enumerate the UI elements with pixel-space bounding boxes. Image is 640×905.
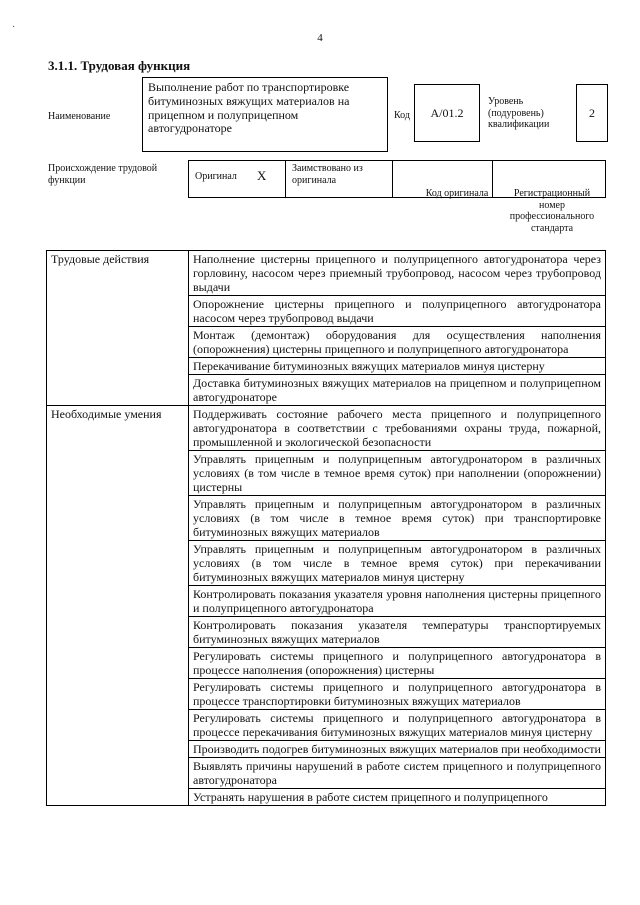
level-label: Уровень (подуровень) квалификации (488, 96, 550, 130)
item-cell: Контролировать показания указателя уровня наполнения цистерны прицепного и полуприцепного автогудронатора (189, 586, 606, 617)
scan-speck: · (12, 22, 16, 33)
reg-number-caption: Регистрационный номер профессионального стандарта (509, 188, 595, 234)
table-row (47, 251, 606, 296)
item-cell: Выявлять причины нарушений в работе систем прицепного и полуприцепного автогудронатора (189, 758, 606, 789)
original-label: Оригинал (195, 171, 237, 182)
category-cell: Необходимые умения (47, 406, 189, 806)
origin-label: Происхождение трудовой функции (48, 163, 158, 186)
item-cell: Монтаж (демонтаж) оборудования для осуществления наполнения (опорожнения) цистерны прицепного и полуприцепного автогудронатора (189, 327, 606, 358)
item-cell: Производить подогрев битуминозных вяжущих материалов при необходимости (189, 741, 606, 758)
level-value-box: 2 (576, 84, 608, 142)
code-value-box: А/01.2 (414, 84, 480, 142)
item-cell: Опорожнение цистерны прицепного и полуприцепного автогудронатора насосом через трубопровод выдачи (189, 296, 606, 327)
item-cell: Контролировать показания указателя температуры транспортируемых битуминозных вяжущих материалов (189, 617, 606, 648)
function-table (46, 250, 606, 806)
item-cell: Доставка битуминозных вяжущих материалов на прицепном и полуприцепном автогудронаторе (189, 375, 606, 406)
item-cell: Наполнение цистерны прицепного и полуприцепного автогудронатора через горловину, насосом через приемный трубопровод, насосом через трубопровод выдачи (189, 251, 606, 296)
original-mark: X (257, 168, 267, 183)
code-label: Код (394, 110, 410, 121)
item-cell: Поддерживать состояние рабочего места прицепного и полуприцепного автогудронатора в соответствии с требованиями охраны труда, пожарной, промышленной и экологической безопасности (189, 406, 606, 451)
borrowed-label: Заимствовано из оригинала (292, 163, 363, 186)
name-label: Наименование (48, 111, 111, 122)
page-number: 4 (317, 32, 323, 44)
origin-cell-original (189, 161, 286, 197)
item-cell: Регулировать системы прицепного и полуприцепного автогудронатора в процессе перекачивания битуминозных вяжущих материалов минуя цистерну (189, 710, 606, 741)
category-cell: Трудовые действия (47, 251, 189, 406)
section-title: 3.1.1. Трудовая функция (48, 58, 191, 73)
item-cell: Регулировать системы прицепного и полуприцепного автогудронатора в процессе транспортировки битуминозных вяжущих материалов (189, 679, 606, 710)
item-cell: Управлять прицепным и полуприцепным автогудронатором в различных условиях (в том числе в темное время суток) при перекачивании битуминозных вяжущих материалов минуя цистерну (189, 541, 606, 586)
item-cell: Управлять прицепным и полуприцепным автогудронатором в различных условиях (в том числе в темное время суток) при транспортировке битуминозных вяжущих материалов (189, 496, 606, 541)
origin-cell-borrowed (286, 161, 393, 197)
item-cell: Перекачивание битуминозных вяжущих материалов минуя цистерну (189, 358, 606, 375)
item-cell: Управлять прицепным и полуприцепным автогудронатором в различных условиях (в том числе в темное время суток) при наполнении (опорожнении) цистерны (189, 451, 606, 496)
code-original-caption: Код оригинала (425, 188, 489, 199)
item-cell: Устранять нарушения в работе систем прицепного и полуприцепного (189, 789, 606, 806)
function-name-box: Выполнение работ по транспортировке битуминозных вяжущих материалов на прицепном и полуприцепном автогудронаторе (142, 77, 388, 152)
item-cell: Регулировать системы прицепного и полуприцепного автогудронатора в процессе наполнения (опорожнения) цистерны (189, 648, 606, 679)
table-row (47, 406, 606, 451)
